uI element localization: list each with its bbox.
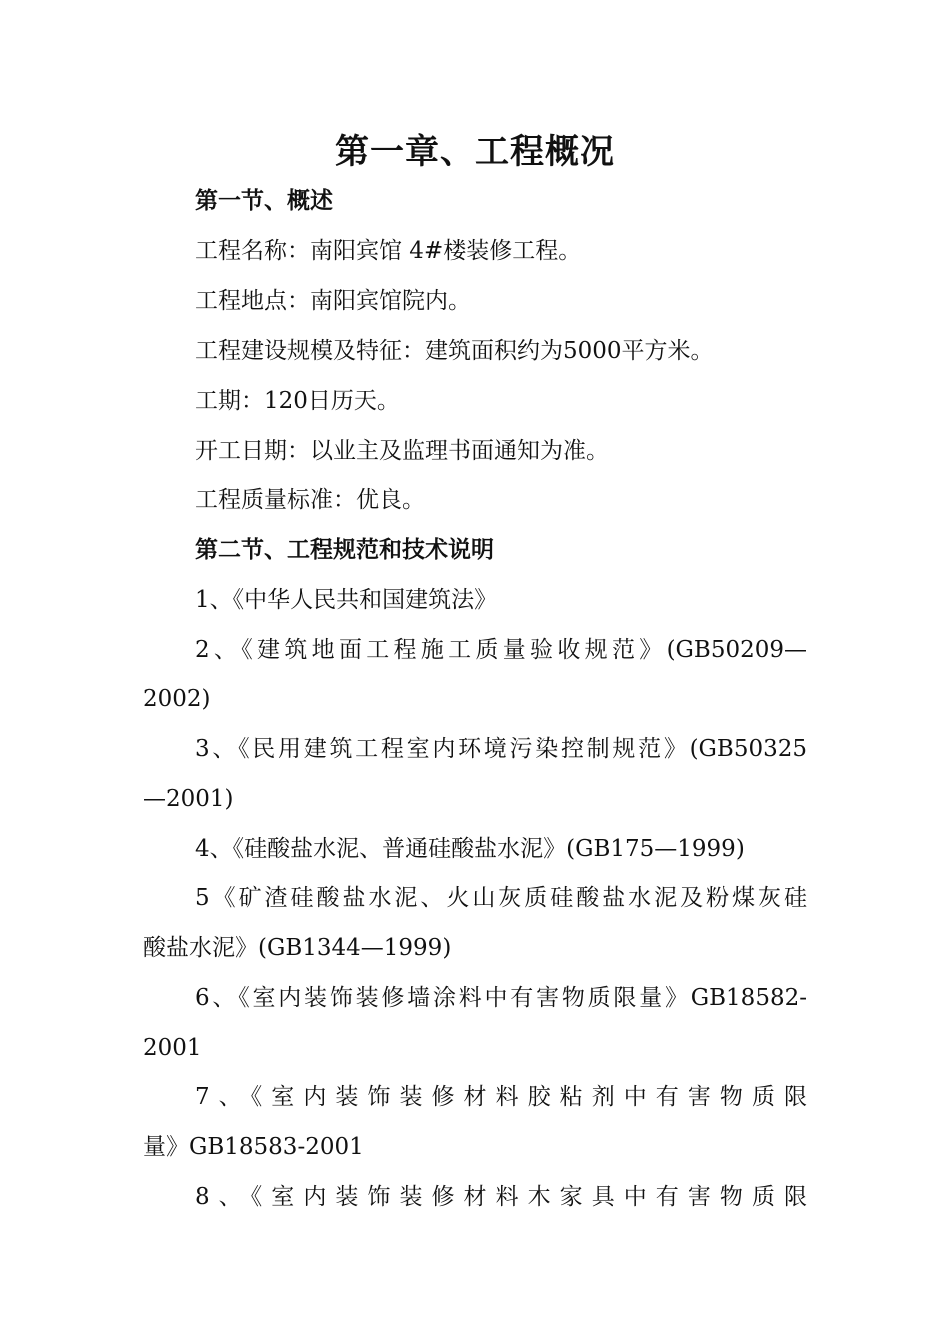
section-heading-standards: 第二节、工程规范和技术说明 — [195, 536, 494, 563]
standard-item-5: 5《矿渣硅酸盐水泥、火山灰质硅酸盐水泥及粉煤灰硅 — [195, 885, 807, 911]
standard-item-4: 4、《硅酸盐水泥、普通硅酸盐水泥》(GB175—1999) — [195, 836, 745, 862]
standard-item-1: 1、《中华人民共和国建筑法》 — [195, 587, 498, 613]
standard-item-7: 7、《室内装饰装修材料胶粘剂中有害物质限 — [195, 1084, 807, 1110]
project-location-line: 工程地点：南阳宾馆院内。 — [195, 288, 471, 314]
standard-item-6: 6、《室内装饰装修墙涂料中有害物质限量》GB18582- — [195, 985, 807, 1011]
project-quality-line: 工程质量标准：优良。 — [195, 487, 425, 513]
standard-item-6-cont: 2001 — [143, 1035, 202, 1061]
standard-item-3: 3、《民用建筑工程室内环境污染控制规范》(GB50325 — [195, 736, 807, 762]
standard-item-8: 8、《室内装饰装修材料木家具中有害物质限 — [195, 1184, 807, 1210]
standard-item-7-cont: 量》GB18583-2001 — [143, 1134, 364, 1160]
chapter-title: 第一章、工程概况 — [335, 132, 615, 172]
standard-item-5-cont: 酸盐水泥》(GB1344—1999) — [143, 935, 452, 961]
project-name-line: 工程名称：南阳宾馆 4#楼装修工程。 — [195, 238, 582, 264]
project-scale-line: 工程建设规模及特征：建筑面积约为5000平方米。 — [195, 338, 714, 364]
standard-item-2: 2、《建筑地面工程施工质量验收规范》(GB50209— — [195, 637, 807, 663]
project-start-date-line: 开工日期：以业主及监理书面通知为准。 — [195, 438, 609, 464]
standard-item-2-cont: 2002) — [143, 686, 211, 712]
section-heading-overview: 第一节、概述 — [195, 187, 333, 214]
project-duration-line: 工期：120日历天。 — [195, 388, 400, 414]
standard-item-3-cont: —2001) — [143, 786, 234, 812]
